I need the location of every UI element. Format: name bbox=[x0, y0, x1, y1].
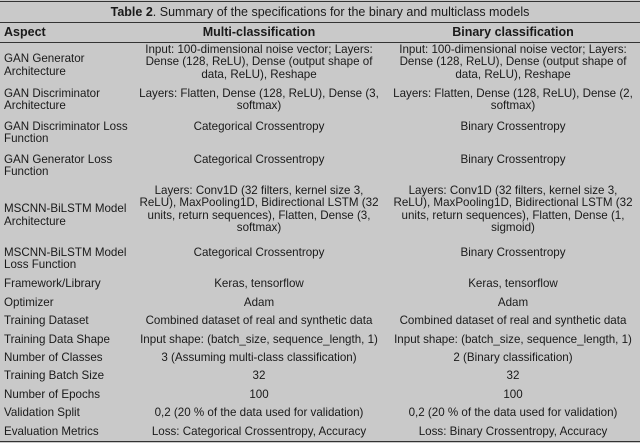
aspect-cell: Validation Split bbox=[4, 406, 80, 420]
aspect-cell: Training Batch Size bbox=[4, 369, 105, 383]
aspect-cell: Framework/Library bbox=[4, 277, 101, 291]
table-row bbox=[0, 293, 640, 311]
table-row bbox=[0, 246, 640, 275]
binary-cell: Binary Crossentropy bbox=[460, 153, 566, 166]
multi-cell: Keras, tensorflow bbox=[214, 277, 304, 291]
binary-cell: 2 (Binary classification) bbox=[453, 351, 573, 365]
caption-label: Table 2 bbox=[110, 5, 153, 19]
binary-cell: Input: 100-dimensional noise vector; Layers: Dense (128, ReLU), Dense (output shape of data, ReLU), Reshape bbox=[399, 43, 627, 81]
binary-cell: Layers: Conv1D (32 filters, kernel size 3, ReLU), MaxPooling1D, Bidirectional LSTM (32 units, return sequences), Flatten, Dense (1, sigmoid) bbox=[393, 184, 633, 235]
multi-cell: Layers: Conv1D (32 filters, kernel size 3, ReLU), MaxPooling1D, Bidirectional LSTM (32 units, return sequences), Flatten, Dense (3, softmax) bbox=[139, 184, 379, 235]
multi-cell: Loss: Categorical Crossentropy, Accuracy bbox=[132, 422, 386, 441]
binary-cell: Layers: Flatten, Dense (128, ReLU), Dense (2, softmax) bbox=[393, 87, 633, 113]
binary-cell: Binary Crossentropy bbox=[460, 246, 566, 259]
table-row bbox=[0, 312, 640, 330]
binary-cell: Combined dataset of real and synthetic data bbox=[399, 314, 627, 328]
table-row bbox=[0, 153, 640, 184]
aspect-cell: Evaluation Metrics bbox=[0, 422, 132, 441]
multi-cell: Layers: Flatten, Dense (128, ReLU), Dense (3, softmax) bbox=[139, 87, 379, 113]
table-row bbox=[0, 349, 640, 367]
aspect-cell: GAN Generator Loss Function bbox=[4, 153, 113, 179]
table-row bbox=[0, 404, 640, 422]
table-row bbox=[0, 120, 640, 153]
table-row bbox=[0, 330, 640, 348]
multi-cell: 0,2 (20 % of the data used for validation) bbox=[154, 406, 364, 420]
caption-text: . Summary of the specifications for the binary and multiclass models bbox=[152, 5, 530, 19]
header-row bbox=[0, 22, 640, 43]
aspect-cell: MSCNN-BiLSTM Model Loss Function bbox=[4, 246, 127, 272]
binary-cell: 0,2 (20 % of the data used for validation) bbox=[408, 406, 618, 420]
binary-cell: Binary Crossentropy bbox=[460, 120, 566, 133]
table-row bbox=[0, 422, 640, 441]
aspect-cell: GAN Generator Architecture bbox=[4, 52, 85, 78]
aspect-cell: GAN Discriminator Architecture bbox=[4, 87, 100, 113]
binary-cell: 32 bbox=[506, 369, 520, 383]
multi-cell: Categorical Crossentropy bbox=[193, 246, 325, 259]
multi-cell: Combined dataset of real and synthetic data bbox=[145, 314, 373, 328]
multi-cell: 32 bbox=[252, 369, 266, 383]
multi-cell: Adam bbox=[243, 295, 275, 309]
aspect-cell: Training Data Shape bbox=[4, 332, 110, 346]
multi-cell: Input shape: (batch_size, sequence_length, 1) bbox=[140, 332, 378, 346]
multi-cell: Categorical Crossentropy bbox=[193, 120, 325, 133]
binary-cell: Loss: Binary Crossentropy, Accuracy bbox=[386, 422, 640, 441]
aspect-cell: Number of Classes bbox=[4, 351, 103, 365]
header-aspect: Aspect bbox=[0, 22, 132, 43]
header-multi: Multi-classification bbox=[132, 22, 386, 43]
table-caption bbox=[0, 1, 640, 23]
aspect-cell: Training Dataset bbox=[4, 314, 89, 328]
table-row bbox=[0, 275, 640, 293]
multi-cell: Input: 100-dimensional noise vector; Layers: Dense (128, ReLU), Dense (output shape of data, ReLU), Reshape bbox=[145, 43, 373, 81]
table-row bbox=[0, 367, 640, 385]
aspect-cell: MSCNN-BiLSTM Model Architecture bbox=[4, 202, 127, 228]
table-row bbox=[0, 87, 640, 120]
aspect-cell: Optimizer bbox=[4, 295, 54, 309]
multi-cell: 100 bbox=[249, 387, 269, 401]
specifications-table bbox=[0, 22, 640, 442]
header-binary: Binary classification bbox=[386, 22, 640, 43]
table-row bbox=[0, 184, 640, 246]
binary-cell: Input shape: (batch_size, sequence_length, 1) bbox=[394, 332, 632, 346]
multi-cell: Categorical Crossentropy bbox=[193, 153, 325, 166]
table-row bbox=[0, 43, 640, 88]
binary-cell: Keras, tensorflow bbox=[468, 277, 558, 291]
aspect-cell: Number of Epochs bbox=[4, 387, 101, 401]
aspect-cell: GAN Discriminator Loss Function bbox=[4, 120, 128, 146]
table-row bbox=[0, 385, 640, 403]
binary-cell: 100 bbox=[503, 387, 523, 401]
binary-cell: Adam bbox=[497, 295, 529, 309]
multi-cell: 3 (Assuming multi-class classification) bbox=[161, 351, 357, 365]
